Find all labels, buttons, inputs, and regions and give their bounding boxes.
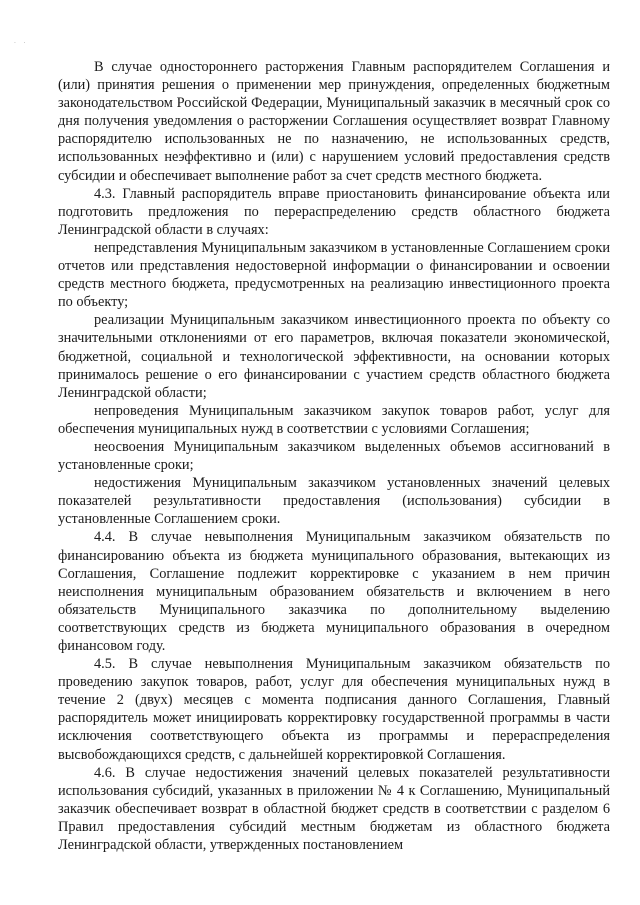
paragraph-4-6: 4.6. В случае недостижения значений целевых показателей результативности использования субсидий, указанных в приложении № 4 к Соглашению, Муниципальный заказчик обеспечивает возврат в областной бюджет средств в соответствии с разделом 6 Правил предоставления субсидий местным бюджетам из областного бюджета Ленинградской области, утвержденных постановлением — [58, 764, 610, 854]
paragraph-termination-refund: В случае одностороннего расторжения Главным распорядителем Соглашения и (или) принятия решения о применении мер принуждения, определенных бюджетным законодательством Российской Федерации, Муниципальный заказчик в месячный срок со дня получения уведомления о расторжении Соглашения осуществляет возврат Главному распорядителю использованных не по назначению, не использованных средств, использованных неэффективно и (или) с нарушением условий предоставления средств субсидии и обеспечивает выполнение работ за счет средств местного бюджета. — [58, 59, 610, 184]
paragraph-4-5: 4.5. В случае невыполнения Муниципальным заказчиком обязательств по проведению закупок товаров, работ, услуг для обеспечения муниципальных нужд в течение 2 (двух) месяцев с момента подписания данного Соглашения, Главный распорядитель может инициировать корректировку государственной программы в части исключения соответствующего объекта из программы и перераспределения высвобождающихся средств, с дальнейшей корректировкой Соглашения. — [58, 656, 610, 763]
paragraph-4-3-item-procurement: непроведения Муниципальным заказчиком закупок товаров работ, услуг для обеспечения муниципальных нужд в соответствии с условиями Соглашения; — [58, 402, 610, 437]
paragraph-4-3: 4.3. Главный распорядитель вправе приостановить финансирование объекта или подготовить предложения по перераспределению средств областного бюджета Ленинградской области в случаях: — [58, 185, 610, 238]
paragraph-4-3-item-underuse: неосвоения Муниципальным заказчиком выделенных объемов ассигнований в установленные сроки; — [58, 438, 610, 474]
paragraph-4-3-item-deviations: реализации Муниципальным заказчиком инвестиционного проекта по объекту со значительными отклонениями от его параметров, включая показатели экономической, бюджетной, социальной и технологической эффективности, на основании которых принималось решение о его финансировании с участием средств областного бюджета Ленинградской области; — [58, 312, 610, 401]
scan-speck: · · — [14, 40, 26, 47]
paragraph-4-3-item-reports: непредставления Муниципальным заказчиком в установленные Соглашением сроки отчетов или представления недостоверной информации о финансировании и освоении средств местного бюджета, предусмотренных на реализацию инвестиционного проекта по объекту; — [58, 239, 610, 311]
paragraph-4-4: 4.4. В случае невыполнения Муниципальным заказчиком обязательств по финансированию объекта из бюджета муниципального образования, вытекающих из Соглашения, Соглашение подлежит корректировке с указанием в нем причин неисполнения муниципальным образованием обязательств и включением в него обязательств Муниципального заказчика по дополнительному выделению соответствующих средств из бюджета муниципального образования в очередном финансовом году. — [58, 529, 610, 654]
document-page — [58, 58, 610, 854]
paragraph-4-3-item-targets: недостижения Муниципальным заказчиком установленных значений целевых показателей результативности предоставления (использования) субсидии в установленные Соглашением сроки. — [58, 475, 610, 528]
